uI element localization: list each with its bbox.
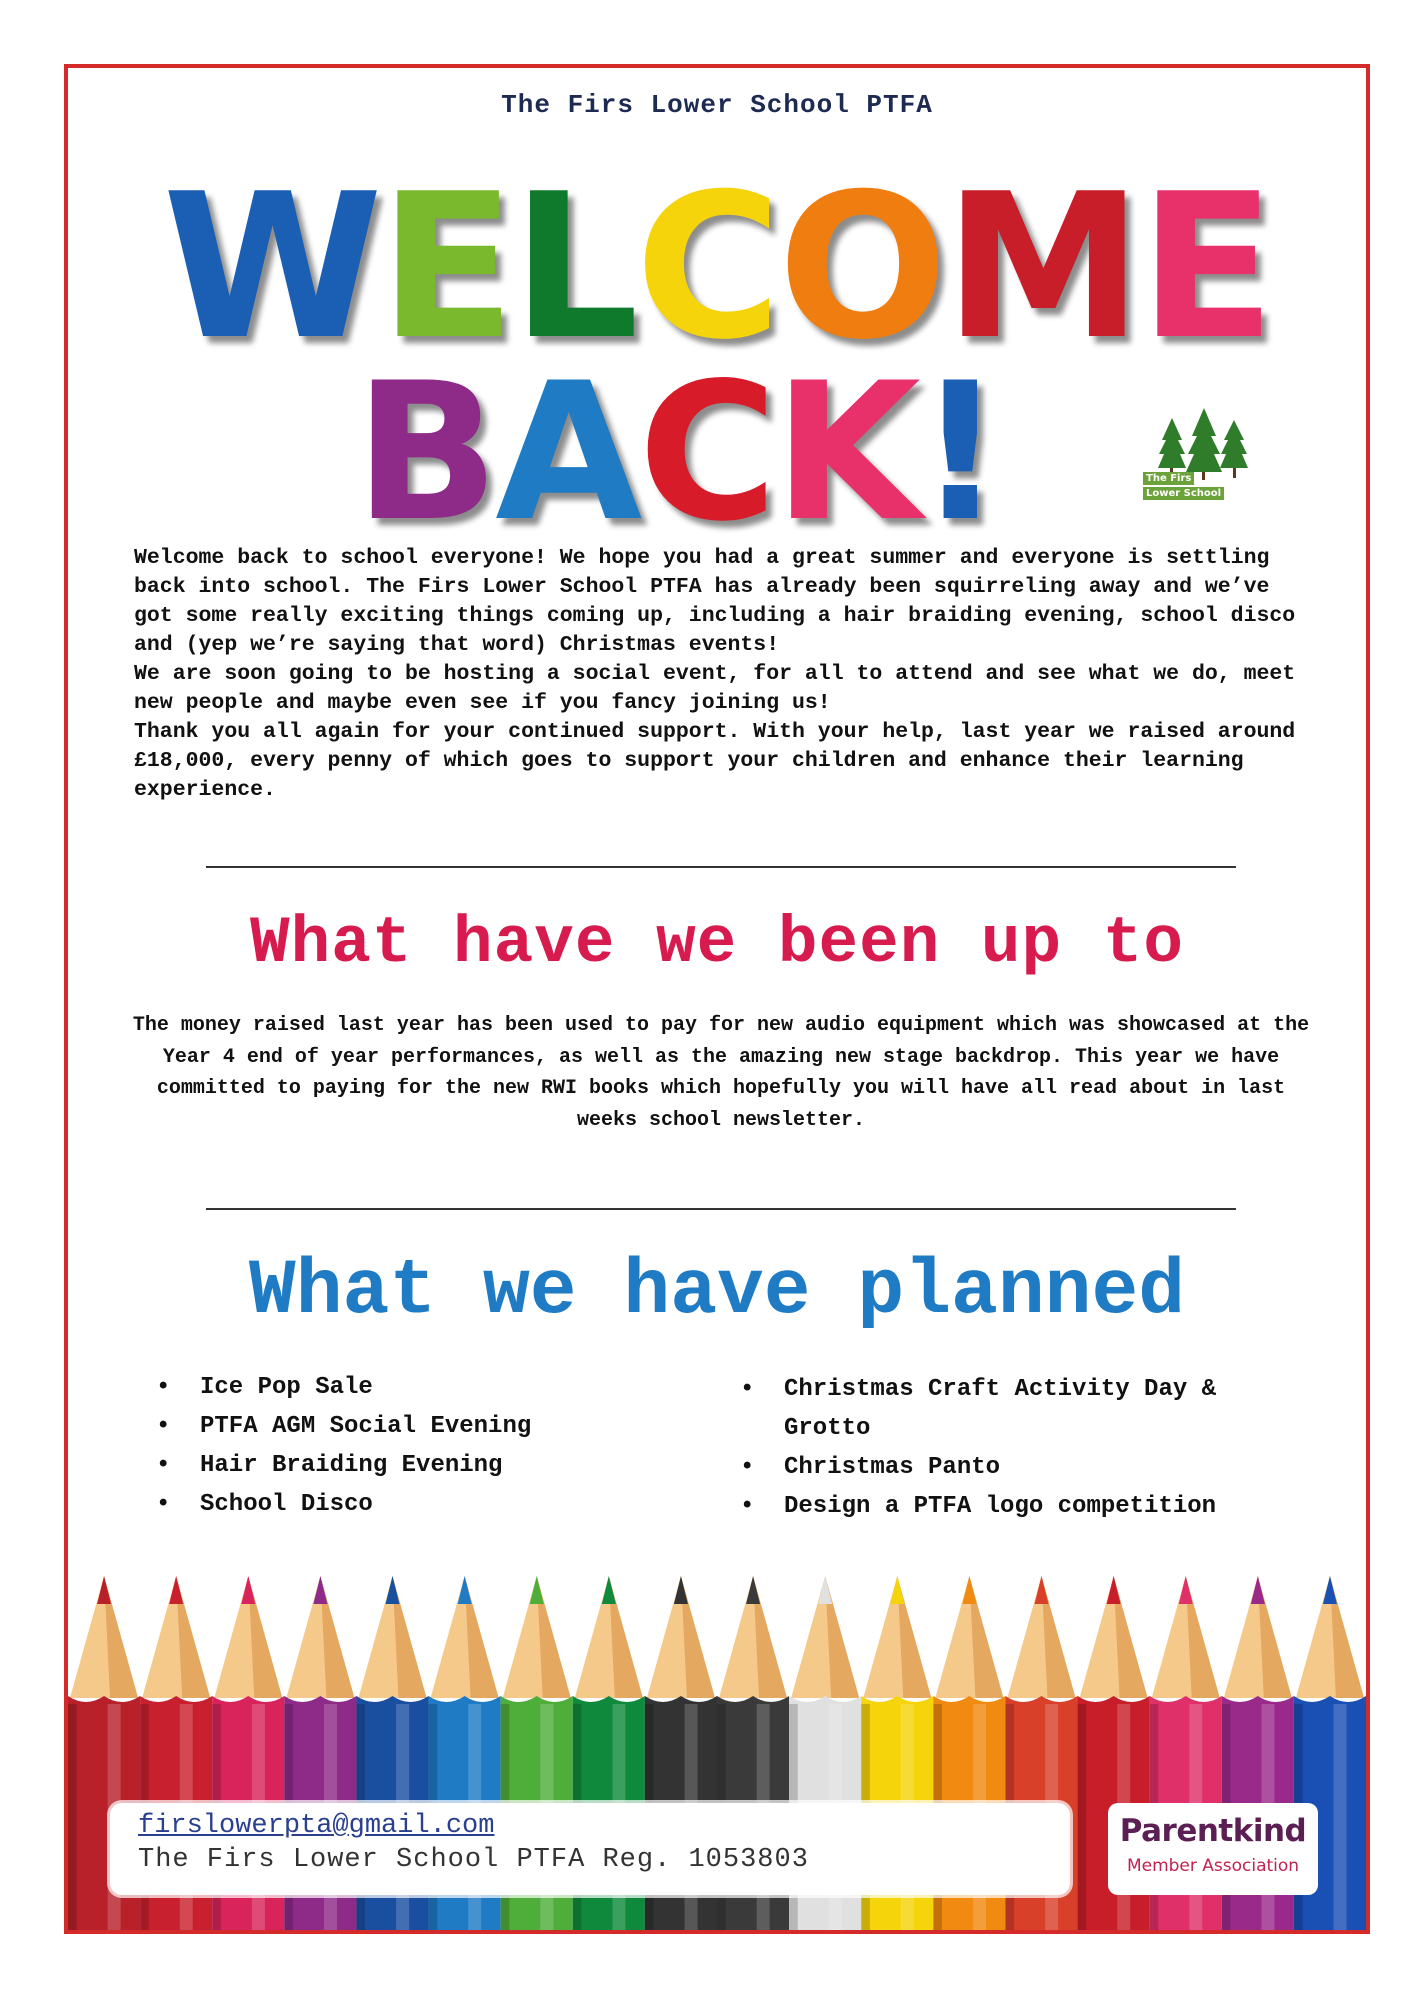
- banner-letter: L: [511, 151, 636, 384]
- welcome-heading: [68, 151, 1366, 384]
- school-logo-label: [1143, 470, 1243, 500]
- banner-letter: A: [495, 342, 639, 563]
- banner-letter: E: [379, 151, 512, 384]
- list-item: • Christmas Craft Activity Day & Grotto: [740, 1370, 1300, 1448]
- parentkind-logo-name: Parentkind: [1119, 1813, 1307, 1849]
- banner-letter: M: [943, 151, 1139, 384]
- intro-paragraph-3: Thank you all again for your continued support. With your help, last year we raised around £18,000, every penny of which goes to support your children and enhance their learning experience.: [134, 720, 1296, 802]
- section-heading-planned: What we have planned: [248, 1248, 1186, 1336]
- divider: [206, 866, 1236, 868]
- banner-letter: C: [635, 151, 778, 384]
- email-link[interactable]: firslowerpta@gmail.com: [138, 1811, 495, 1841]
- banner-letter: !: [916, 342, 1000, 563]
- intro-text: [134, 544, 1304, 805]
- section-heading-up-to: What have we been up to: [250, 906, 1184, 981]
- banner-letter: E: [1138, 151, 1272, 384]
- poster-frame: [64, 64, 1370, 1934]
- school-logo-line2: Lower School: [1143, 487, 1224, 500]
- list-item: • PTFA AGM Social Evening: [156, 1407, 676, 1446]
- banner-letter: B: [354, 342, 496, 563]
- school-logo-line1: The Firs: [1143, 472, 1194, 485]
- divider: [206, 1208, 1236, 1210]
- org-title: The Firs Lower School PTFA: [501, 90, 933, 120]
- list-item: • Ice Pop Sale: [156, 1368, 676, 1407]
- registration-text: The Firs Lower School PTFA Reg. 1053803: [138, 1845, 809, 1875]
- contact-box: [110, 1803, 1070, 1895]
- banner-letter: C: [638, 342, 774, 563]
- banner-letter: W: [162, 151, 380, 384]
- parentkind-badge: [1108, 1803, 1318, 1895]
- banner-letter: K: [773, 342, 917, 563]
- intro-paragraph-1: Welcome back to school everyone! We hope you had a great summer and everyone is settling back into school. The Firs Lower School PTFA has already been squirreling away and we’ve got some really exciting things coming up, including a hair braiding evening, school disco and (yep we’re saying that word) Christmas events!: [134, 546, 1296, 657]
- intro-paragraph-2: We are soon going to be hosting a social event, for all to attend and see what we do, meet new people and maybe even see if you fancy joining us!: [134, 662, 1296, 715]
- section-body-up-to: The money raised last year has been used to pay for new audio equipment which was showcased at the Year 4 end of year performances, as well as the amazing new stage backdrop. This year we have committed to paying for the new RWI books which hopefully you will have all read about in last weeks school newsletter.: [132, 1014, 1310, 1132]
- list-item: • Hair Braiding Evening: [156, 1446, 676, 1485]
- banner-letter: O: [777, 151, 944, 384]
- parentkind-logo-sub: Member Association: [1126, 1856, 1300, 1876]
- list-item: • School Disco: [156, 1485, 676, 1524]
- list-item: • Christmas Panto: [740, 1448, 1300, 1487]
- list-item: • Design a PTFA logo competition: [740, 1487, 1300, 1526]
- planned-list-right: [740, 1370, 1300, 1526]
- planned-list-left: [156, 1368, 676, 1524]
